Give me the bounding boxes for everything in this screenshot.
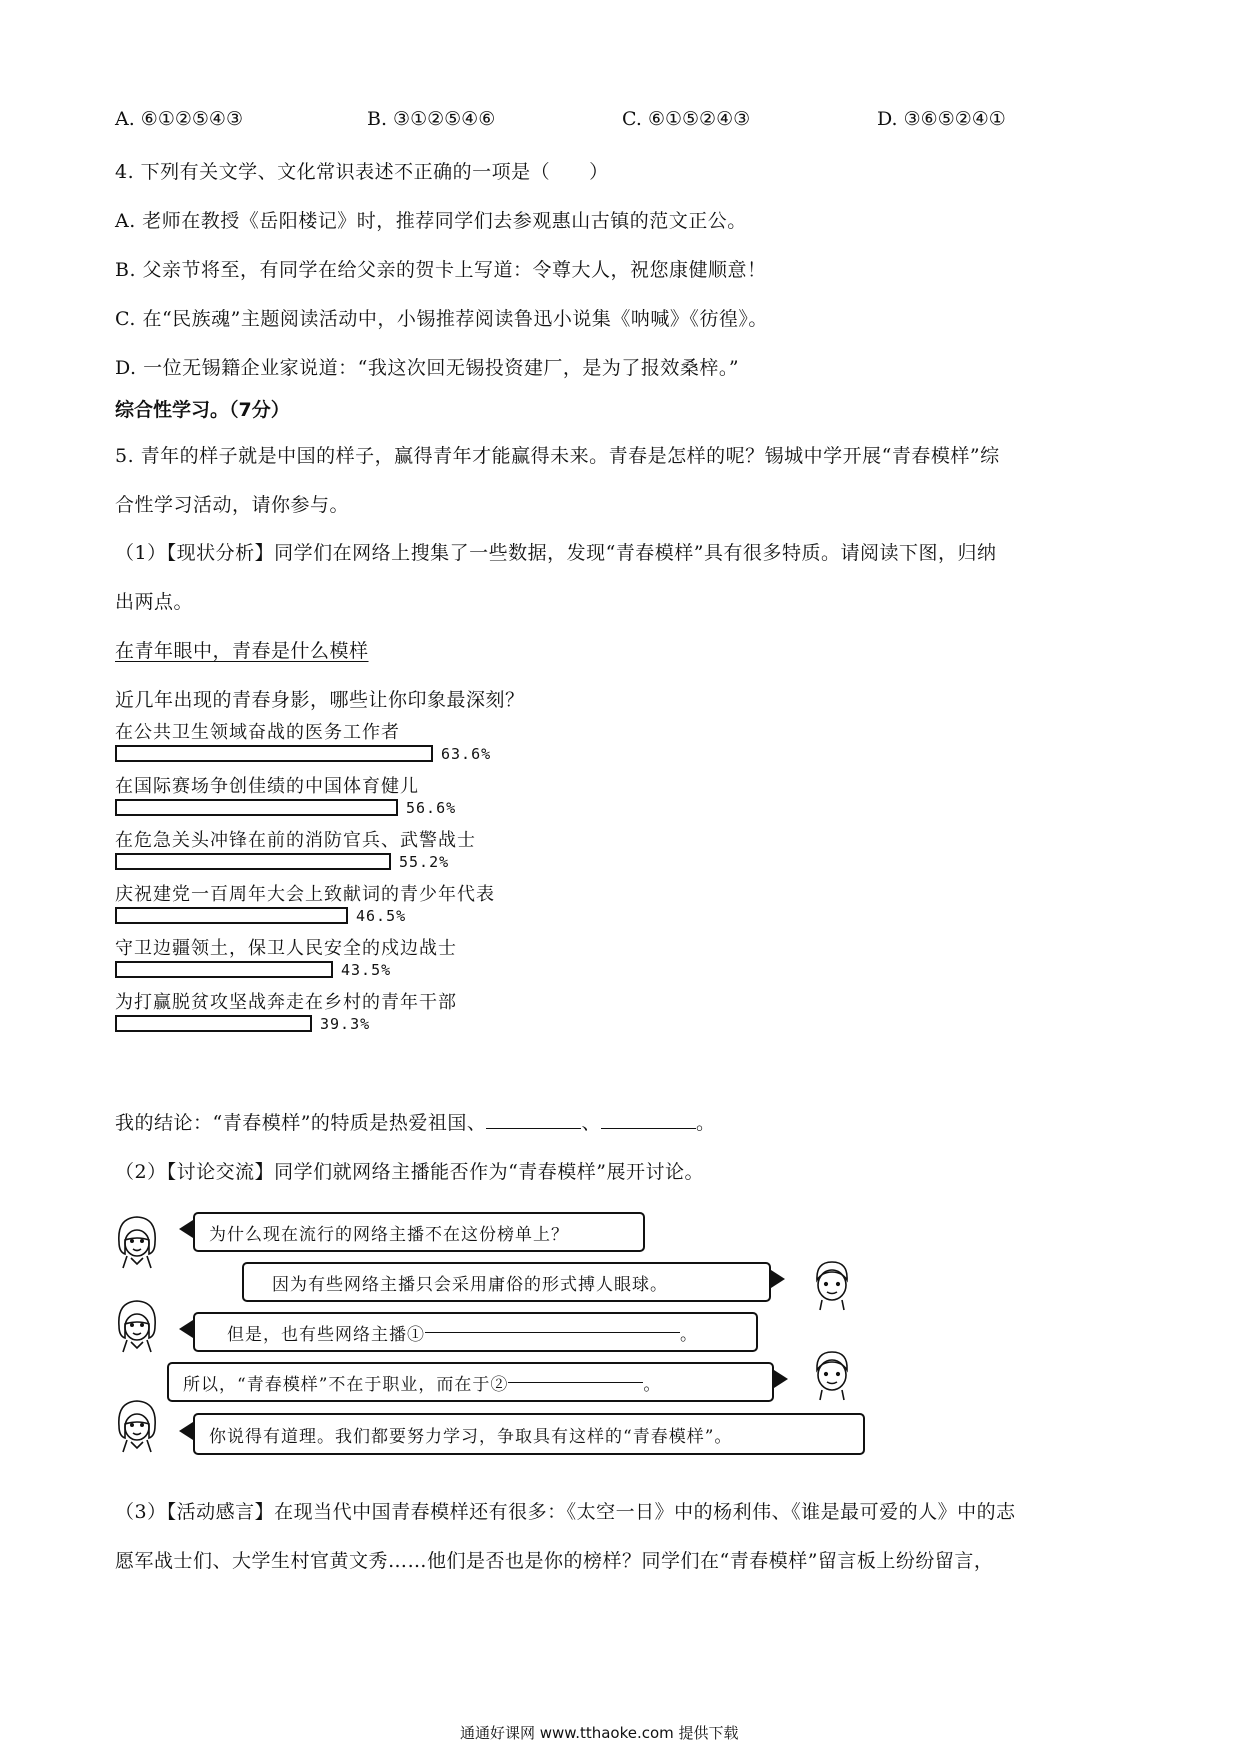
q5-part3-line2: 愿军战士们、大学生村官黄文秀……他们是否也是你的榜样？同学们在“青春模样”留言板上纷纷留言，: [115, 1550, 994, 1572]
q4-option-a: A. 老师在教授《岳阳楼记》时，推荐同学们去参观惠山古镇的范文正公。: [115, 210, 747, 232]
speech-end-4: 。: [643, 1374, 662, 1395]
dialogue-blank-2[interactable]: [508, 1381, 643, 1383]
bar-value-label-5: 43.5%: [341, 961, 392, 979]
q5-part1-line1: （1）【现状分析】同学们在网络上搜集了一些数据，发现“青春模样”具有很多特质。请阅读下图，归纳: [115, 542, 997, 564]
girl-avatar-1: [113, 1212, 161, 1270]
speech-text-4: 所以，“青春模样”不在于职业，而在于②: [183, 1374, 509, 1395]
bar-value-label-1: 63.6%: [441, 745, 492, 763]
bar-category-label-6: 为打赢脱贫攻坚战奔走在乡村的青年干部: [115, 992, 457, 1013]
bar-category-label-1: 在公共卫生领域奋战的医务工作者: [115, 722, 400, 743]
bar-value-label-2: 56.6%: [406, 799, 457, 817]
girl-avatar-3: [113, 1396, 161, 1454]
speech-bubble-1: [193, 1212, 645, 1252]
bar-value-label-6: 39.3%: [320, 1015, 371, 1033]
speech-text-5: 你说得有道理。我们都要努力学习，争取具有这样的“青春模样”。: [209, 1426, 733, 1447]
speech-text-3: 但是，也有些网络主播①: [227, 1324, 425, 1345]
bar-2: [115, 799, 398, 816]
footer-text: 通通好课网 www.tthaoke.com 提供下载: [460, 1724, 739, 1742]
conclusion-prefix: 我的结论：“青春模样”的特质是热爱祖国、: [115, 1112, 487, 1134]
bar-6: [115, 1015, 312, 1032]
speech-end-3: 。: [680, 1324, 698, 1345]
bubble-tail-3: [179, 1320, 193, 1338]
section-title: 综合性学习。（7分）: [115, 399, 290, 421]
option-a: A. ⑥①②⑤④③: [115, 108, 243, 130]
bar-4: [115, 907, 348, 924]
chart-subtitle: 近几年出现的青春身影，哪些让你印象最深刻？: [115, 689, 525, 711]
bar-category-label-2: 在国际赛场争创佳绩的中国体育健儿: [115, 776, 419, 797]
option-d: D. ③⑥⑤②④①: [877, 108, 1006, 130]
speech-text-1: 为什么现在流行的网络主播不在这份榜单上？: [209, 1224, 569, 1245]
bar-3: [115, 853, 391, 870]
bar-category-label-4: 庆祝建党一百周年大会上致献词的青少年代表: [115, 884, 495, 905]
conclusion-blank-2[interactable]: [601, 1127, 696, 1129]
q5-part1-line2: 出两点。: [115, 591, 194, 613]
speech-bubble-5: [193, 1413, 865, 1455]
girl-avatar-2: [113, 1296, 161, 1354]
q5-intro-line2: 合性学习活动，请你参与。: [115, 494, 350, 516]
conclusion-blank-1[interactable]: [486, 1127, 581, 1129]
bubble-tail-5: [179, 1422, 193, 1440]
boy-avatar-1: [808, 1256, 856, 1312]
bar-value-label-4: 46.5%: [356, 907, 407, 925]
option-b: B. ③①②⑤④⑥: [367, 108, 496, 130]
boy-avatar-2: [808, 1346, 856, 1402]
bubble-tail-4: [774, 1370, 788, 1388]
q4-stem: 4. 下列有关文学、文化常识表述不正确的一项是（ ）: [115, 161, 609, 183]
option-c: C. ⑥①⑤②④③: [622, 108, 751, 130]
bar-1: [115, 745, 433, 762]
speech-bubble-2: [242, 1262, 771, 1302]
q5-intro-line1: 5. 青年的样子就是中国的样子，赢得青年才能赢得未来。青春是怎样的呢？锡城中学开展“青春模样”综: [115, 445, 1000, 467]
bar-5: [115, 961, 333, 978]
q5-part3-line1: （3）【活动感言】在现当代中国青春模样还有很多：《太空一日》中的杨利伟、《谁是最可爱的人》中的志: [115, 1501, 1016, 1523]
bubble-tail-1: [179, 1220, 193, 1238]
bar-category-label-5: 守卫边疆领土，保卫人民安全的戍边战士: [115, 938, 457, 959]
conclusion-separator: 、: [581, 1112, 601, 1134]
conclusion-line: [115, 1108, 715, 1135]
speech-bubble-4: [167, 1362, 774, 1402]
bubble-tail-2: [771, 1270, 785, 1288]
conclusion-end: 。: [695, 1112, 716, 1134]
q5-part2: （2）【讨论交流】同学们就网络主播能否作为“青春模样”展开讨论。: [115, 1161, 705, 1183]
chart-title: 在青年眼中，青春是什么模样: [115, 640, 369, 662]
bar-value-label-3: 55.2%: [399, 853, 450, 871]
q4-option-b: B. 父亲节将至，有同学在给父亲的贺卡上写道：令尊大人，祝您康健顺意！: [115, 259, 767, 281]
q4-option-c: C. 在“民族魂”主题阅读活动中，小锡推荐阅读鲁迅小说集《呐喊》《彷徨》。: [115, 308, 768, 330]
speech-bubble-3: [193, 1312, 758, 1352]
q4-option-d: D. 一位无锡籍企业家说道：“我这次回无锡投资建厂，是为了报效桑梓。”: [115, 357, 740, 379]
speech-text-2: 因为有些网络主播只会采用庸俗的形式搏人眼球。: [272, 1274, 668, 1295]
dialogue-blank-1[interactable]: [425, 1331, 680, 1333]
bar-category-label-3: 在危急关头冲锋在前的消防官兵、武警战士: [115, 830, 476, 851]
